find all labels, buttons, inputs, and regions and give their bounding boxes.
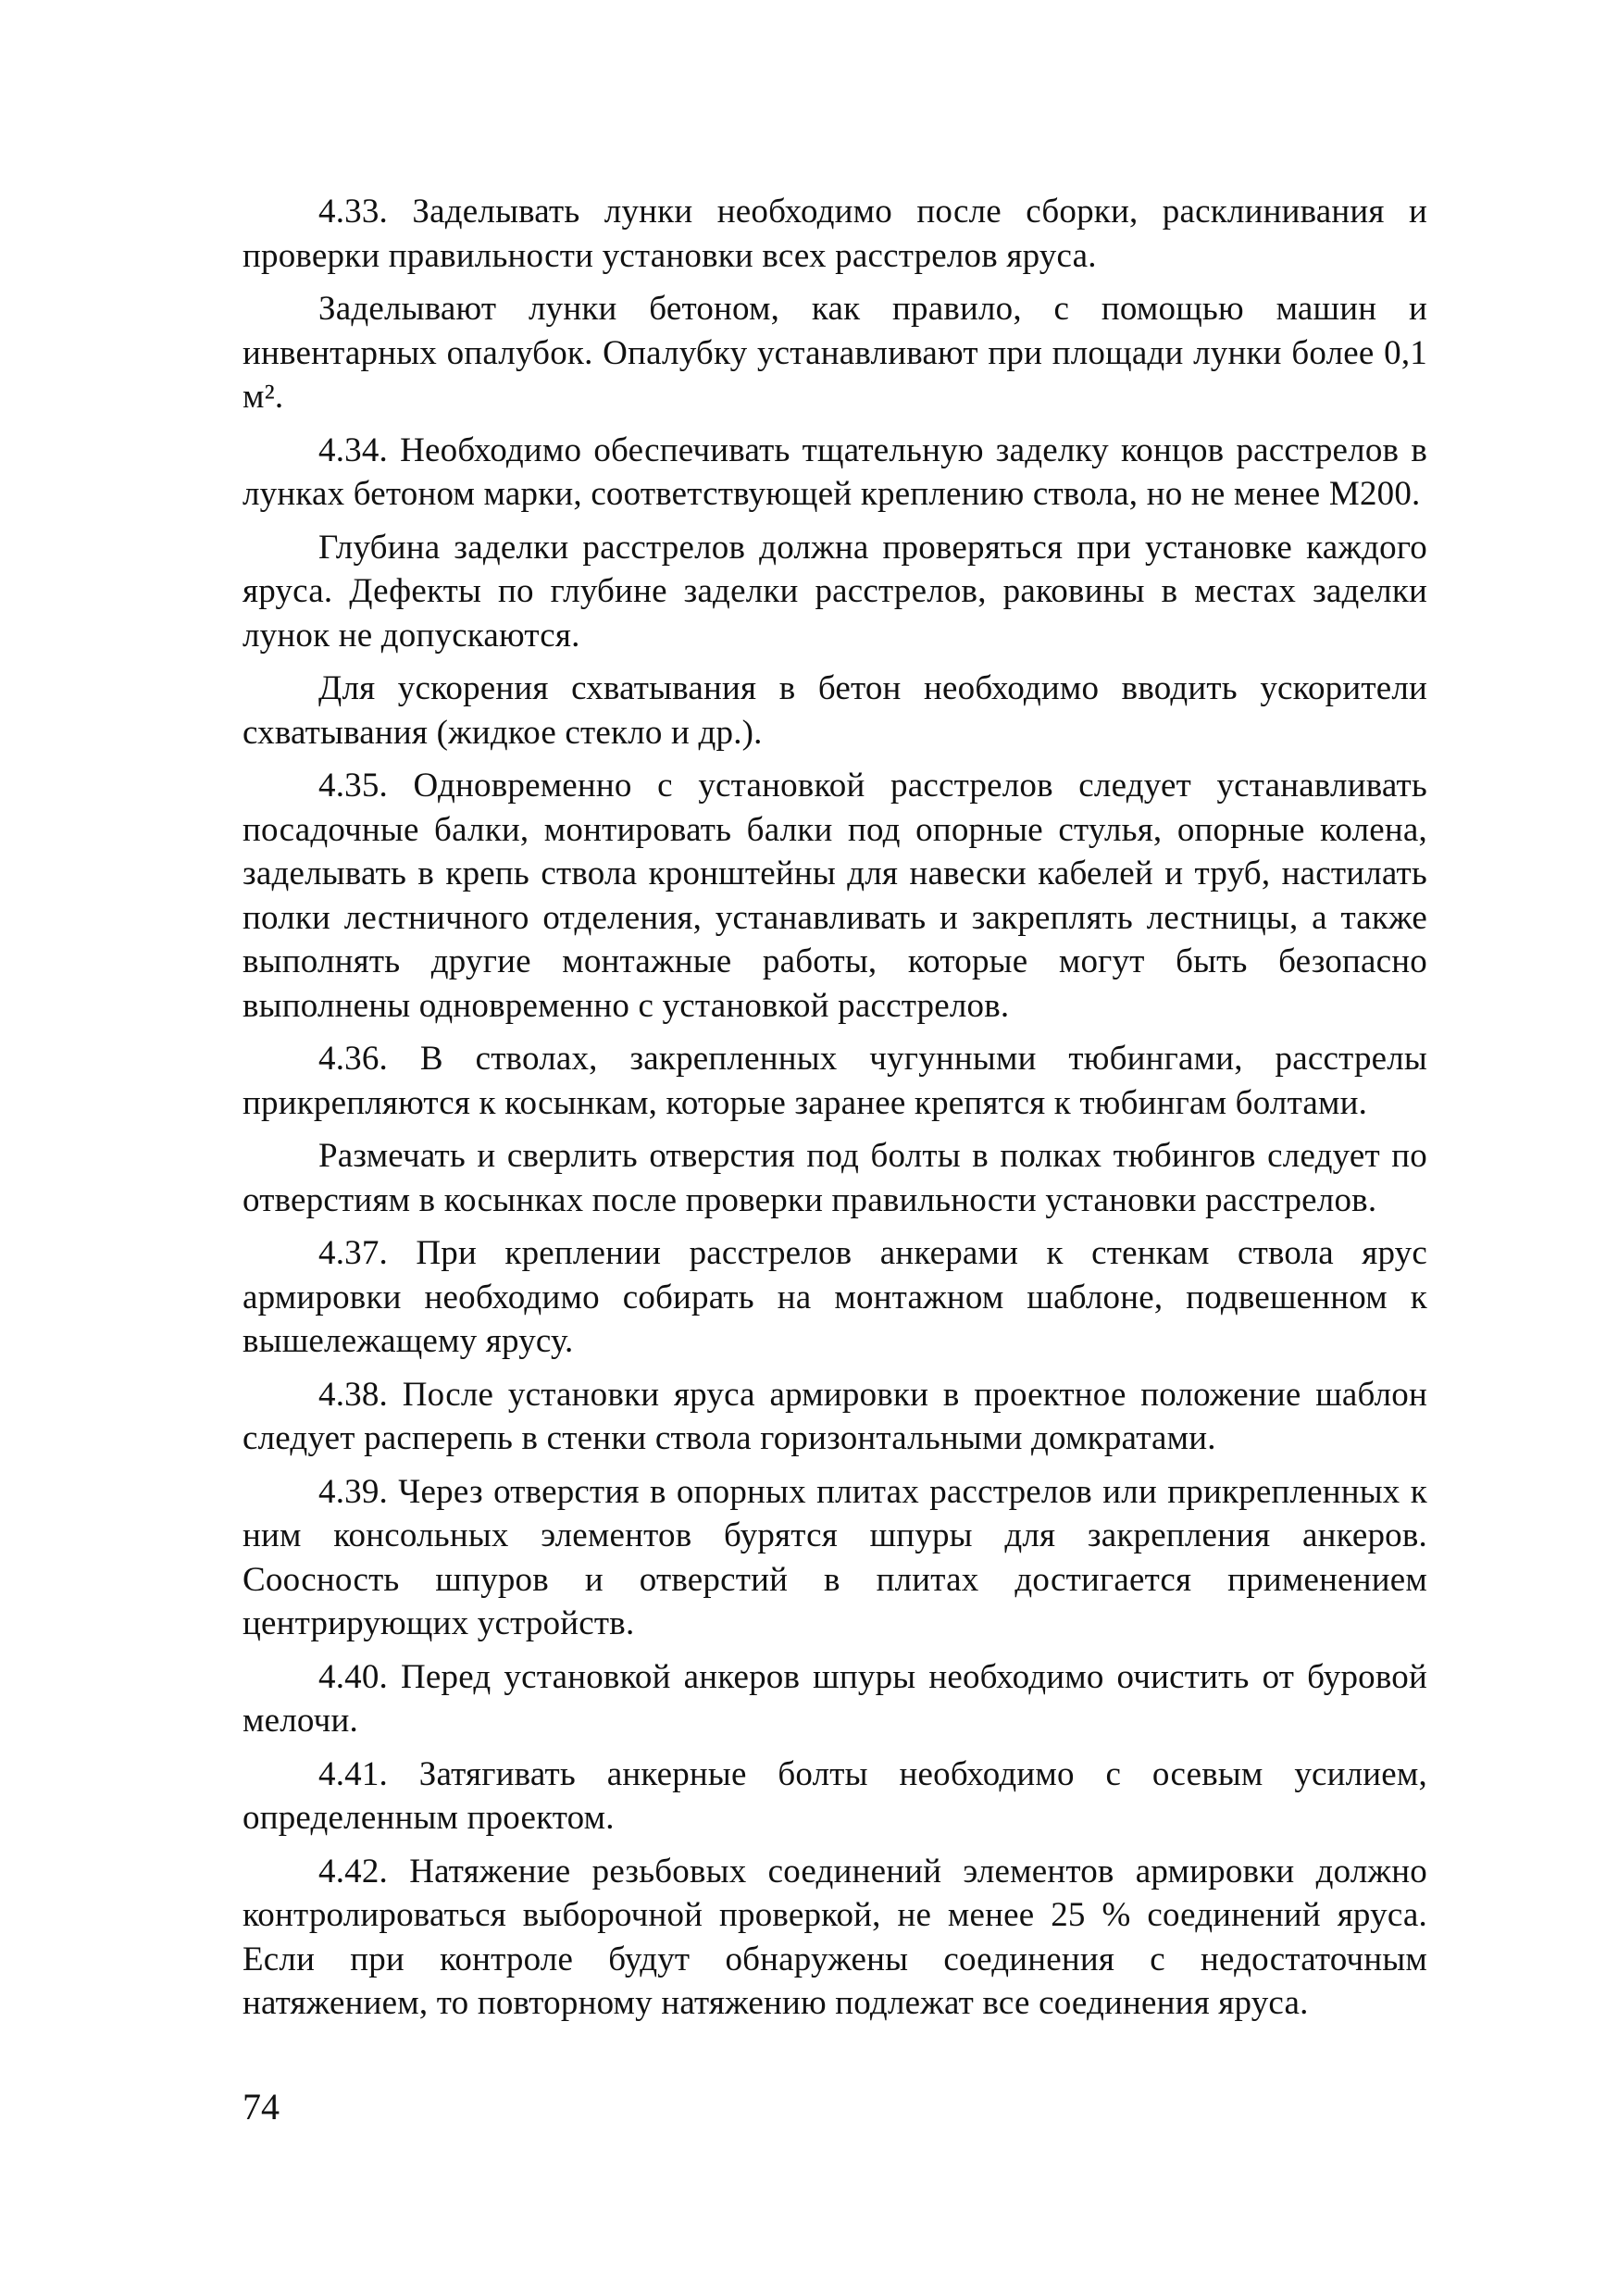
paragraph-4-37: 4.37. При креплении расстрелов анкерами к стенкам ствола ярус армировки необходимо собирать на монтажном шаблоне, подвешенном к вышележащему ярусу. [243,1234,1427,1360]
page-number: 74 [243,2086,280,2128]
paragraph-4-34-depth: Глубина заделки расстрелов должна проверяться при установке каждого яруса. Дефекты по глубине заделки расстрелов, раковины в местах заделки лунок не допускаются. [243,528,1427,655]
paragraph-4-33-concrete: Заделывают лунки бетоном, как правило, с помощью машин и инвентарных опалубок. Опалубку устанавливают при площади лунки более 0,1 м². [243,290,1427,416]
paragraph-4-40: 4.40. Перед установкой анкеров шпуры необходимо очистить от буровой мелочи. [243,1657,1427,1740]
paragraph-4-36-drilling: Размечать и сверлить отверстия под болты в полках тюбингов следует по отверстиям в косынках после проверки правильности установки расстрелов. [243,1137,1427,1219]
paragraph-4-42: 4.42. Натяжение резьбовых соединений элементов армировки должно контролироваться выборочной проверкой, не менее 25 % соединений яруса. Если при контроле будут обнаружены соединения с недостаточным натяжением, то повторному натяжению подлежат все соединения яруса. [243,1852,1427,2022]
paragraph-4-35: 4.35. Одновременно с установкой расстрелов следует устанавливать посадочные балки, монтировать балки под опорные стулья, опорные колена, заделывать в крепь ствола кронштейны для навески кабелей и труб, настилать полки лестничного отделения, устанавливать и закреплять лестницы, а также выполнять другие монтажные работы, которые могут быть безопасно выполнены одновременно с установкой расстрелов. [243,767,1427,1025]
paragraph-4-38: 4.38. После установки яруса армировки в проектное положение шаблон следует расперепь в стенки ствола горизонтальными домкратами. [243,1375,1427,1457]
paragraph-4-36: 4.36. В стволах, закрепленных чугунными тюбингами, расстрелы прикрепляются к косынкам, которые заранее крепятся к тюбингам болтами. [243,1040,1427,1122]
paragraph-4-41: 4.41. Затягивать анкерные болты необходимо с осевым усилием, определенным проектом. [243,1754,1427,1837]
paragraph-4-34: 4.34. Необходимо обеспечивать тщательную заделку концов расстрелов в лунках бетоном марки, соответствующей креплению ствола, но не менее М200. [243,430,1427,513]
paragraph-4-39: 4.39. Через отверстия в опорных плитах расстрелов или прикрепленных к ним консольных элементов бурятся шпуры для закрепления анкеров. Соосность шпуров и отверстий в плитах достигается применением центрирующих устройств. [243,1472,1427,1642]
paragraph-4-34-accelerators: Для ускорения схватывания в бетон необходимо вводить ускорители схватывания (жидкое стекло и др.). [243,669,1427,752]
paragraph-4-33: 4.33. Заделывать лунки необходимо после сборки, расклинивания и проверки правильности установки всех расстрелов яруса. [243,193,1427,275]
page-body [243,190,1427,2035]
